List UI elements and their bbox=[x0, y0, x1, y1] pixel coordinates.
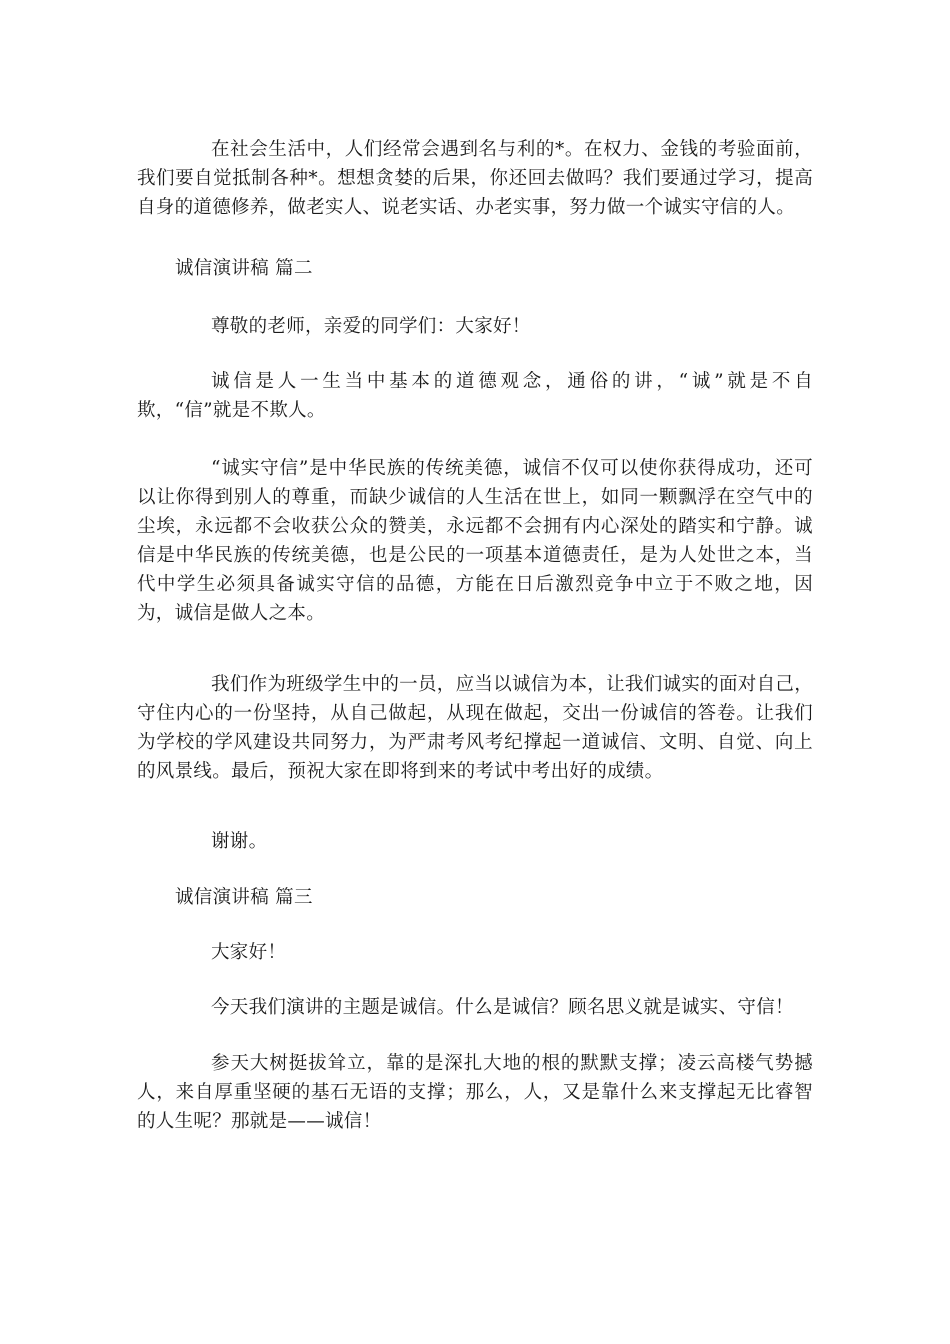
paragraph-tradition: “诚实守信”是中华民族的传统美德，诚信不仅可以使你获得成功，还可以让你得到别人的尊重，而缺少诚信的人生活在世上，如同一颗飘浮在空气中的尘埃，永远都不会收获公众的赞美，永远都不会拥有内心深处的踏实和宁静。诚信是中华民族的传统美德，也是公民的一项基本道德责任，是为人处世之本，当代中学生必须具备诚实守信的品德，方能在日后激烈竞争中立于不败之地，因为，诚信是做人之本。 bbox=[137, 458, 813, 624]
paragraph-commitment: 我们作为班级学生中的一员，应当以诚信为本，让我们诚实的面对自己，守住内心的一份坚持，从自己做起，从现在做起，交出一份诚信的答卷。让我们为学校的学风建设共同努力，为严肃考风考纪撑起一道诚信、文明、自觉、向上的风景线。最后，预祝大家在即将到来的考试中考出好的成绩。 bbox=[137, 674, 813, 782]
paragraph-temptation: 在社会生活中，人们经常会遇到名与利的*。在权力、金钱的考验面前，我们要自觉抵制各种*。想想贪婪的后果，你还回去做吗？我们要通过学习，提高自身的道德修养，做老实人、说老实话、办老实事，努力做一个诚实守信的人。 bbox=[137, 139, 813, 218]
paragraph-greeting: 尊敬的老师，亲爱的同学们：大家好！ bbox=[211, 316, 531, 337]
paragraph-metaphor: 参天大树挺拔耸立，靠的是深扎大地的根的默默支撑；凌云高楼气势撼人，来自厚重坚硬的基石无语的支撑；那么，人，又是靠什么来支撑起无比睿智的人生呢？那就是——诚信！ bbox=[137, 1053, 813, 1132]
paragraph-hello: 大家好！ bbox=[211, 942, 287, 963]
paragraph-topic: 今天我们演讲的主题是诚信。什么是诚信？顾名思义就是诚实、守信！ bbox=[211, 997, 794, 1018]
section-heading-3: 诚信演讲稿 篇三 bbox=[175, 887, 313, 908]
section-heading-2: 诚信演讲稿 篇二 bbox=[175, 258, 313, 279]
paragraph-thanks: 谢谢。 bbox=[211, 831, 268, 852]
paragraph-definition: 诚信是人一生当中基本的道德观念，通俗的讲，“诚”就是不自欺，“信”就是不欺人。 bbox=[137, 371, 813, 421]
